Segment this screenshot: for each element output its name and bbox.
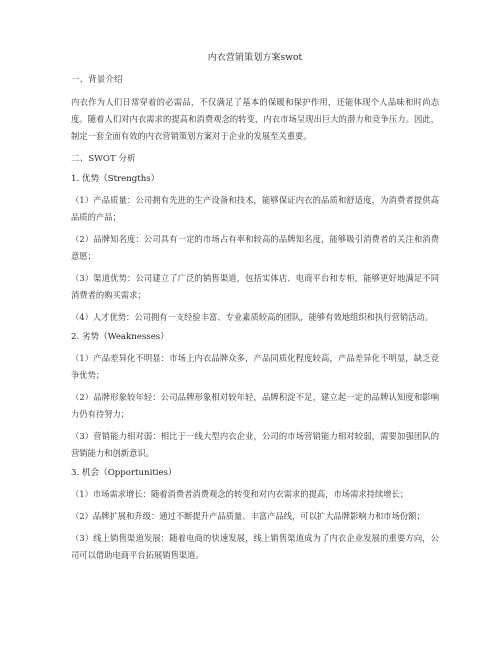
section-heading-swot: 二、SWOT 分析 (71, 154, 136, 164)
opportunity-item: （1）市场需求增长：随着消费者消费观念的转变和对内衣需求的提高，市场需求持续增长； (71, 489, 409, 499)
subheading-weaknesses: 2. 劣势（Weaknesses） (71, 332, 169, 342)
opportunity-item: （2）品牌扩展和升级：通过不断提升产品质量、丰富产品线，可以扩大品牌影响力和市场份额； (71, 511, 425, 521)
strength-item: （2）品牌知名度：公司具有一定的市场占有率和较高的品牌知名度，能够吸引消费者的关注和消费意愿； (71, 234, 439, 261)
subheading-strengths: 1. 优势（Strengths） (71, 174, 160, 184)
strength-item: （1）产品质量：公司拥有先进的生产设备和技术，能够保证内衣的品质和舒适度，为消费者提供高品质的产品； (71, 195, 439, 222)
subheading-opportunities: 3. 机会（Opportunities） (71, 468, 177, 478)
opportunity-item: （3）线上销售渠道发展：随着电商的快速发展，线上销售渠道成为了内衣企业发展的重要方向，公司可以借助电商平台拓展销售渠道。 (71, 533, 439, 560)
document-title: 内衣营销策划方案swot (207, 53, 303, 63)
background-paragraph: 内衣作为人们日常穿着的必需品，不仅满足了基本的保暖和保护作用，还能体现个人品味和时尚态度。随着人们对内衣需求的提高和消费观念的转变，内衣市场呈现出巨大的潜力和竞争压力。因此，制定一套全面有效的内衣营销策划方案对于企业的发展至关重要。 (71, 97, 439, 141)
section-heading-background: 一、背景介绍 (71, 75, 123, 85)
strength-item: （4）人才优势：公司拥有一支经验丰富、专业素质较高的团队，能够有效地组织和执行营销活动。 (71, 312, 434, 322)
strength-item: （3）渠道优势：公司建立了广泛的销售渠道，包括实体店、电商平台和专柜，能够更好地满足不同消费者的购买需求； (71, 273, 439, 300)
weakness-item: （1）产品差异化不明显：市场上内衣品牌众多，产品同质化程度较高，产品差异化不明显，缺乏竞争优势； (71, 353, 439, 380)
weakness-item: （3）营销能力相对弱：相比于一线大型内衣企业，公司的市场营销能力相对较弱，需要加强团队的营销能力和创新意识。 (71, 431, 439, 458)
weakness-item: （2）品牌形象较年轻：公司品牌形象相对较年轻，品牌积淀不足，建立起一定的品牌认知度和影响力仍有待努力； (71, 392, 439, 419)
